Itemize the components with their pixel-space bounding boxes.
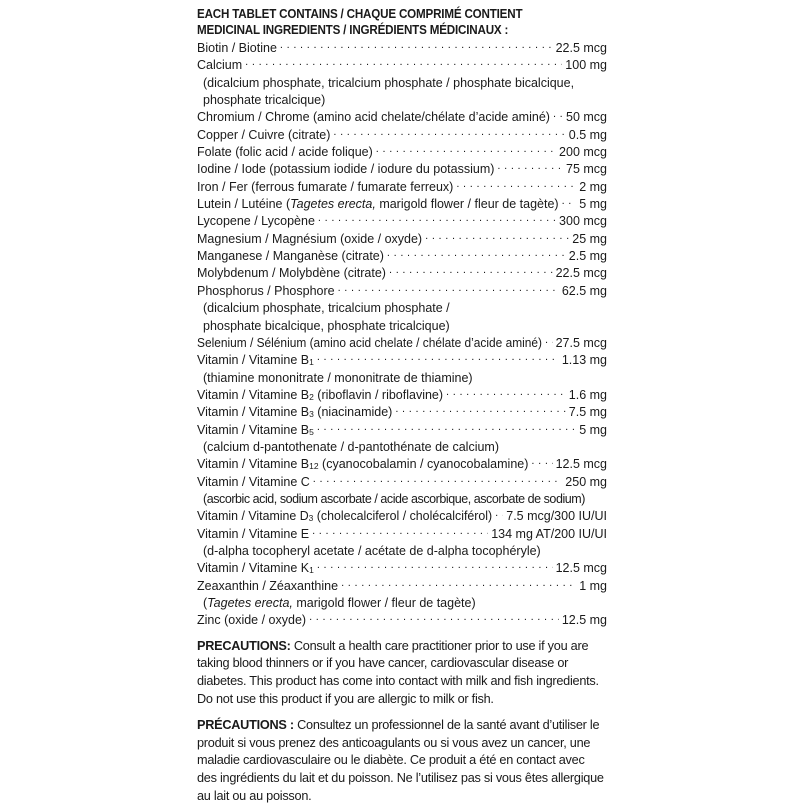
ingredient-amount: 62.5 mg — [561, 283, 607, 298]
ingredient-name — [197, 196, 559, 213]
dot-leader — [333, 127, 565, 139]
ingredient-row — [197, 179, 607, 196]
ingredient-row — [197, 335, 607, 352]
ingredient-amount: 7.5 mcg/300 IU/UI — [506, 509, 607, 524]
ingredient-amount: 50 mcg — [566, 110, 607, 125]
ingredient-name-italic: Tagetes erecta, — [290, 197, 376, 212]
ingredient-source-line: phosphate tricalcique) — [203, 93, 326, 108]
ingredient-name: Magnesium / Magnésium (oxide / oxyde) — [197, 231, 423, 246]
ingredient-name: Manganese / Manganèse (citrate) — [197, 249, 384, 264]
ingredient-amount: 5 mg — [579, 197, 607, 212]
dot-leader — [338, 283, 559, 295]
ingredient-row — [197, 352, 607, 369]
ingredient-amount: 2.5 mg — [568, 249, 607, 264]
ingredient-row — [197, 265, 607, 282]
ingredient-amount: 22.5 mcg — [555, 266, 607, 281]
ingredient-name: Iodine / Iode (potassium iodide / iodure du potassium) — [197, 162, 495, 177]
ingredient-row — [197, 57, 607, 74]
dot-leader — [553, 109, 563, 121]
ingredient-row — [197, 578, 607, 595]
ingredient-name-part: Lutein / Lutéine ( — [197, 197, 291, 212]
ingredient-amount: 200 mcg — [559, 145, 607, 160]
ingredient-amount: 2 mg — [579, 179, 607, 194]
dot-leader — [495, 508, 503, 520]
ingredient-row — [197, 161, 607, 178]
ingredient-row — [197, 248, 607, 265]
ingredient-amount: 22.5 mcg — [555, 41, 607, 55]
dot-leader — [280, 40, 553, 52]
ingredient-name-part: (cholecalciferol / cholécalciférol) — [313, 509, 493, 524]
dot-leader — [317, 352, 559, 364]
ingredient-amount: 12.5 mcg — [555, 561, 607, 576]
ingredient-row — [197, 422, 607, 439]
ingredient-row — [197, 560, 607, 577]
ingredient-name-subscript: 12 — [309, 461, 319, 472]
ingredient-row — [197, 387, 607, 404]
ingredient-row — [197, 231, 607, 248]
ingredient-name: Iron / Fer (ferrous fumarate / fumarate ferreux) — [197, 179, 454, 194]
ingredient-row — [197, 109, 607, 126]
ingredient-source-line: (calcium d-pantothenate / d-pantothénate de calcium) — [203, 439, 500, 454]
ingredient-name-part: Vitamin / Vitamine B — [197, 422, 310, 437]
ingredient-amount: 0.5 mg — [568, 127, 607, 142]
ingredient-name — [197, 456, 528, 473]
ingredient-source-line: phosphate bicalcique, phosphate tricalcique) — [203, 318, 450, 333]
ingredient-amount: 25 mg — [572, 231, 607, 246]
dot-leader — [389, 265, 553, 277]
ingredient-name: Calcium — [197, 58, 243, 73]
ingredient-amount: 1.13 mg — [561, 353, 607, 368]
dot-leader — [446, 387, 566, 399]
ingredient-amount: 75 mcg — [566, 162, 607, 177]
ingredient-name-part: (niacinamide) — [313, 405, 393, 420]
dot-leader — [341, 578, 576, 590]
dot-leader — [531, 456, 552, 468]
ingredient-amount: 5 mg — [579, 422, 607, 437]
dot-leader — [245, 57, 562, 69]
dot-leader — [545, 335, 553, 347]
ingredient-source-part: ( — [203, 596, 208, 610]
precautions-french-title: PRÉCAUTIONS : — [197, 717, 294, 732]
ingredient-source-line: (dicalcium phosphate, tricalcium phosphate / — [203, 301, 450, 316]
ingredient-name — [197, 404, 392, 421]
dot-leader — [317, 560, 553, 572]
ingredient-name: Chromium / Chrome (amino acid chelate/chélate d’acide aminé) — [197, 110, 550, 125]
label-heading-line-2: MEDICINAL INGREDIENTS / INGRÉDIENTS MÉDICINAUX : — [197, 23, 509, 37]
ingredient-name — [197, 387, 443, 404]
ingredient-name: Vitamin / Vitamine E — [197, 526, 310, 541]
ingredient-name-part: marigold flower / fleur de tagète) — [375, 197, 559, 212]
ingredient-row — [197, 508, 607, 525]
ingredient-name: Phosphorus / Phosphore — [197, 283, 335, 298]
ingredient-name: Folate (folic acid / acide folique) — [197, 145, 373, 160]
ingredient-name — [197, 352, 314, 369]
dot-leader — [312, 526, 488, 538]
ingredient-row — [197, 40, 607, 57]
precautions-english-text: Consult a health care practitioner prior to use if you are taking blood thinners or if you have cancer, cardiovascular disease or diabetes. This product has come into contact with milk and fish ingredients. Do not use this product if you are allergic to milk or fish. — [197, 638, 599, 707]
ingredient-name-subscript: 5 — [309, 426, 314, 437]
dot-leader — [309, 612, 559, 624]
ingredient-source-part: marigold flower / fleur de tagète) — [292, 596, 476, 610]
ingredient-row — [197, 612, 607, 629]
ingredient-name-subscript: 3 — [309, 409, 314, 420]
label-heading-line-1: EACH TABLET CONTAINS / CHAQUE COMPRIMÉ CONTIENT — [197, 7, 523, 21]
ingredient-amount: 1 mg — [579, 578, 607, 593]
ingredient-name: Biotin / Biotine — [197, 41, 277, 55]
ingredient-name-part: Vitamin / Vitamine B — [197, 387, 310, 402]
dot-leader — [562, 196, 577, 208]
supplement-facts-label — [197, 6, 607, 806]
ingredient-row — [197, 196, 607, 213]
dot-leader — [387, 248, 566, 260]
precautions-english-title: PRECAUTIONS: — [197, 638, 291, 653]
ingredient-source-line: (d-alpha tocopheryl acetate / acétate de d-alpha tocophéryle) — [203, 543, 541, 558]
ingredient-row — [197, 283, 607, 300]
ingredient-name: Copper / Cuivre (citrate) — [197, 127, 331, 142]
ingredient-name-part: (riboflavin / riboflavine) — [313, 387, 444, 402]
ingredient-name-subscript: 2 — [309, 391, 314, 402]
ingredient-name-subscript: 3 — [308, 513, 314, 524]
ingredient-name-part: (cyanocobalamin / cyanocobalamine) — [318, 457, 529, 472]
precautions-french-text: Consultez un professionnel de la santé avant d’utiliser le produit si vous prenez des anticoagulants ou si vous avez un cancer, une maladie cardiovasculaire ou le diabète. Ce produit a été en contact avec des ingrédients du lait et du poisson. Ne l’utilisez pas si vous êtes allergique au lait ou au poisson. — [197, 717, 604, 804]
ingredient-amount: 250 mg — [565, 474, 607, 489]
ingredient-name-part: Vitamin / Vitamine B — [197, 353, 310, 368]
dot-leader — [497, 161, 563, 173]
ingredient-amount: 100 mg — [565, 58, 607, 73]
ingredient-name: Zeaxanthin / Zéaxanthine — [197, 578, 339, 593]
ingredient-name — [197, 560, 314, 577]
ingredient-amount: 1.6 mg — [568, 387, 607, 402]
dot-leader — [456, 179, 576, 191]
ingredient-amount: 134 mg AT/200 IU/UI — [491, 526, 607, 541]
ingredient-name: Lycopene / Lycopène — [197, 214, 315, 229]
ingredient-name-subscript: 1 — [309, 565, 314, 576]
dot-leader — [313, 474, 563, 486]
ingredient-amount: 12.5 mcg — [555, 457, 607, 472]
ingredient-amount: 12.5 mg — [561, 613, 607, 628]
dot-leader — [318, 213, 556, 225]
ingredient-name-part: Vitamin / Vitamine B — [197, 405, 310, 420]
ingredient-row — [197, 474, 607, 491]
ingredient-source-line — [197, 595, 607, 612]
dot-leader — [317, 422, 576, 434]
ingredient-row — [197, 404, 607, 421]
ingredient-source-italic: Tagetes erecta, — [207, 596, 293, 610]
ingredient-row — [197, 213, 607, 230]
ingredient-amount: 7.5 mg — [568, 405, 607, 420]
precautions-french — [197, 717, 607, 806]
dot-leader — [425, 231, 569, 243]
ingredient-row — [197, 456, 607, 473]
ingredient-row — [197, 526, 607, 543]
ingredient-amount: 27.5 mcg — [555, 335, 607, 350]
ingredient-name — [197, 422, 314, 439]
ingredient-amount: 300 mcg — [559, 214, 607, 229]
ingredient-name: Selenium / Sélénium (amino acid chelate / chélate d’acide aminé) — [197, 335, 542, 350]
ingredient-name: Molybdenum / Molybdène (citrate) — [197, 266, 386, 281]
precautions-english — [197, 638, 607, 709]
ingredient-list — [197, 40, 607, 630]
dot-leader — [395, 404, 565, 416]
ingredient-name — [197, 508, 492, 525]
ingredient-name-part: Vitamin / Vitamine D — [197, 509, 309, 524]
dot-leader — [376, 144, 556, 156]
ingredient-row — [197, 127, 607, 144]
ingredient-row — [197, 144, 607, 161]
ingredient-source-line: (thiamine mononitrate / mononitrate de thiamine) — [203, 370, 473, 385]
ingredient-name-subscript: 1 — [309, 357, 314, 368]
ingredient-name: Zinc (oxide / oxyde) — [197, 613, 307, 628]
ingredient-source-line: (ascorbic acid, sodium ascorbate / acide ascorbique, ascorbate de sodium) — [203, 491, 585, 506]
ingredient-name-part: Vitamin / Vitamine K — [197, 561, 310, 576]
ingredient-name: Vitamin / Vitamine C — [197, 474, 310, 489]
ingredient-source-line: (dicalcium phosphate, tricalcium phosphate / phosphate bicalcique, — [203, 75, 575, 90]
ingredient-name-part: Vitamin / Vitamine B — [197, 457, 310, 472]
